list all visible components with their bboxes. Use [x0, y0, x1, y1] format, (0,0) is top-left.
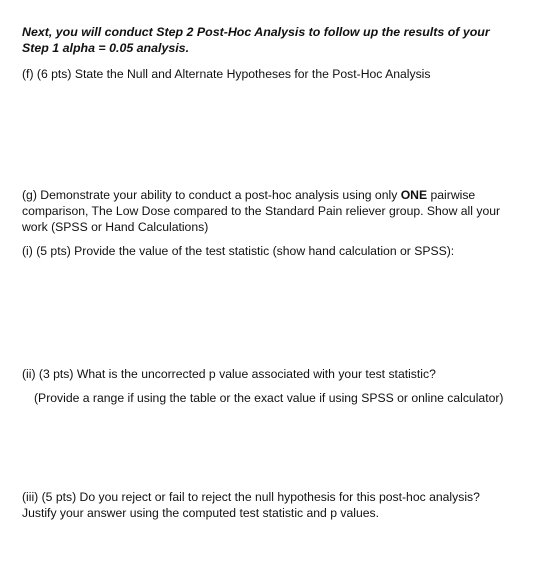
question-g-text-a: (g) Demonstrate your ability to conduct a post-hoc analysis using only — [22, 188, 401, 202]
intro-line-2: Step 1 alpha = 0.05 analysis. — [22, 41, 190, 55]
question-g-line-3: work (SPSS or Hand Calculations) — [22, 220, 209, 234]
question-g-line-1 — [22, 187, 475, 203]
question-g-ii-line-2: (Provide a range if using the table or the exact value if using SPSS or online calculator) — [34, 391, 504, 405]
question-g-text-b: pairwise — [427, 188, 476, 202]
question-g-iii-line-2: Justify your answer using the computed test statistic and p values. — [22, 506, 380, 520]
question-g-iii-line-1: (iii) (5 pts) Do you reject or fail to reject the null hypothesis for this post-hoc analysis? — [22, 490, 480, 504]
question-f: (f) (6 pts) State the Null and Alternate Hypotheses for the Post-Hoc Analysis — [22, 67, 431, 81]
intro-line-1: Next, you will conduct Step 2 Post-Hoc Analysis to follow up the results of your — [22, 25, 490, 39]
question-g-emphasis: ONE — [400, 188, 428, 202]
question-g-ii-line-1: (ii) (3 pts) What is the uncorrected p value associated with your test statistic? — [22, 367, 436, 381]
question-g-line-2: comparison, The Low Dose compared to the Standard Pain reliever group. Show all your — [22, 204, 501, 218]
question-g-i: (i) (5 pts) Provide the value of the test statistic (show hand calculation or SPSS): — [22, 244, 455, 258]
